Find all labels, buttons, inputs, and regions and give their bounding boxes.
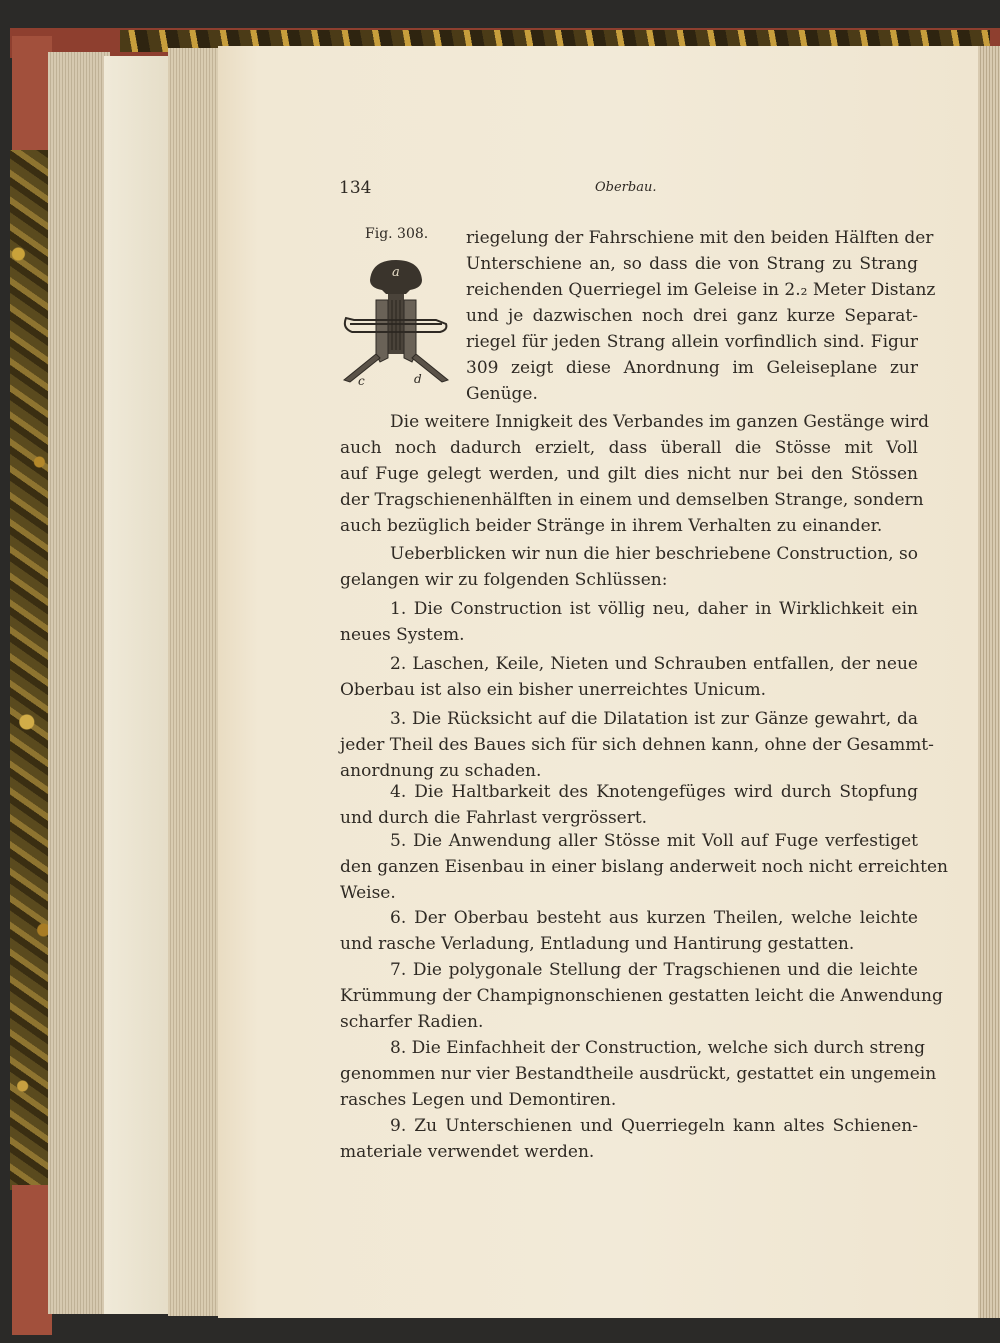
- text-line: reichenden Querriegel im Geleise in 2.₂ Meter Distanz: [466, 280, 936, 300]
- text-line: und je dazwischen noch drei ganz kurze Separat-: [466, 306, 918, 326]
- text-line: Die weitere Innigkeit des Verbandes im ganzen Gestänge wird: [390, 412, 929, 432]
- text-line: neues System.: [340, 625, 465, 645]
- text-line: Unterschiene an, so dass die von Strang zu Strang: [466, 254, 918, 274]
- page-leaf: [104, 56, 176, 1314]
- running-head: Oberbau.: [595, 180, 657, 195]
- text-line: 8. Die Einfachheit der Construction, welche sich durch streng: [390, 1038, 926, 1058]
- text-line: Krümmung der Champignonschienen gestatten leicht die Anwendung: [340, 986, 943, 1006]
- text-line: rasches Legen und Demontiren.: [340, 1090, 617, 1110]
- text-line: auf Fuge gelegt werden, und gilt dies nicht nur bei den Stössen: [340, 464, 918, 484]
- text-line: 6. Der Oberbau besteht aus kurzen Theilen, welche leichte: [390, 908, 918, 928]
- text-line: Weise.: [340, 883, 396, 903]
- page-number: 134: [339, 178, 372, 198]
- text-line: auch noch dadurch erzielt, dass überall die Stösse mit Voll: [340, 438, 918, 458]
- text-line: 9. Zu Unterschienen und Querriegeln kann altes Schienen-: [390, 1116, 918, 1136]
- text-line: riegel für jeden Strang allein vorfindlich sind. Figur: [466, 332, 918, 352]
- text-line: Genüge.: [466, 384, 538, 404]
- text-line: den ganzen Eisenbau in einer bislang anderweit noch nicht erreichten: [340, 857, 948, 877]
- figure-mark-a: a: [392, 265, 400, 280]
- page-stack-gutter: [168, 48, 220, 1316]
- text-line: 2. Laschen, Keile, Nieten und Schrauben entfallen, der neue: [390, 654, 918, 674]
- text-line: der Tragschienenhälften in einem und demselben Strange, sondern: [340, 490, 924, 510]
- text-line: 3. Die Rücksicht auf die Dilatation ist zur Gänze gewahrt, da: [390, 709, 918, 729]
- text-line: scharfer Radien.: [340, 1012, 484, 1032]
- text-line: auch bezüglich beider Stränge in ihrem Verhalten zu einander.: [340, 516, 883, 536]
- page-stack-left: [48, 52, 110, 1314]
- text-line: Oberbau ist also ein bisher unerreichtes Unicum.: [340, 680, 767, 700]
- text-line: und durch die Fahrlast vergrössert.: [340, 808, 648, 828]
- text-line: Ueberblicken wir nun die hier beschriebene Construction, so: [390, 544, 918, 564]
- text-line: genommen nur vier Bestandtheile ausdrückt, gestattet ein ungemein: [340, 1064, 937, 1084]
- text-line: materiale verwendet werden.: [340, 1142, 595, 1162]
- text-line: gelangen wir zu folgenden Schlüssen:: [340, 570, 668, 590]
- text-line: 7. Die polygonale Stellung der Tragschienen und die leichte: [390, 960, 918, 980]
- book-cover-corner-bottom: [12, 1185, 52, 1335]
- figure-label: Fig. 308.: [365, 226, 429, 242]
- text-line: 5. Die Anwendung aller Stösse mit Voll auf Fuge verfestiget: [390, 831, 918, 851]
- text-line: und rasche Verladung, Entladung und Hantirung gestatten.: [340, 934, 855, 954]
- figure-mark-d: d: [414, 372, 422, 386]
- text-line: 309 zeigt diese Anordnung im Geleiseplane zur: [466, 358, 918, 378]
- figure-mark-c: c: [358, 374, 365, 388]
- text-line: anordnung zu schaden.: [340, 761, 542, 781]
- text-line: 1. Die Construction ist völlig neu, daher in Wirklichkeit ein: [390, 599, 918, 619]
- text-line: jeder Theil des Baues sich für sich dehnen kann, ohne der Gesammt-: [340, 735, 934, 755]
- text-line: riegelung der Fahrschiene mit den beiden Hälften der: [466, 228, 934, 248]
- book-cover-corner-top: [12, 36, 52, 156]
- text-line: 4. Die Haltbarkeit des Knotengefüges wird durch Stopfung: [390, 782, 918, 802]
- page-stack-right: [978, 46, 1000, 1318]
- marbled-cover-left: [10, 150, 52, 1190]
